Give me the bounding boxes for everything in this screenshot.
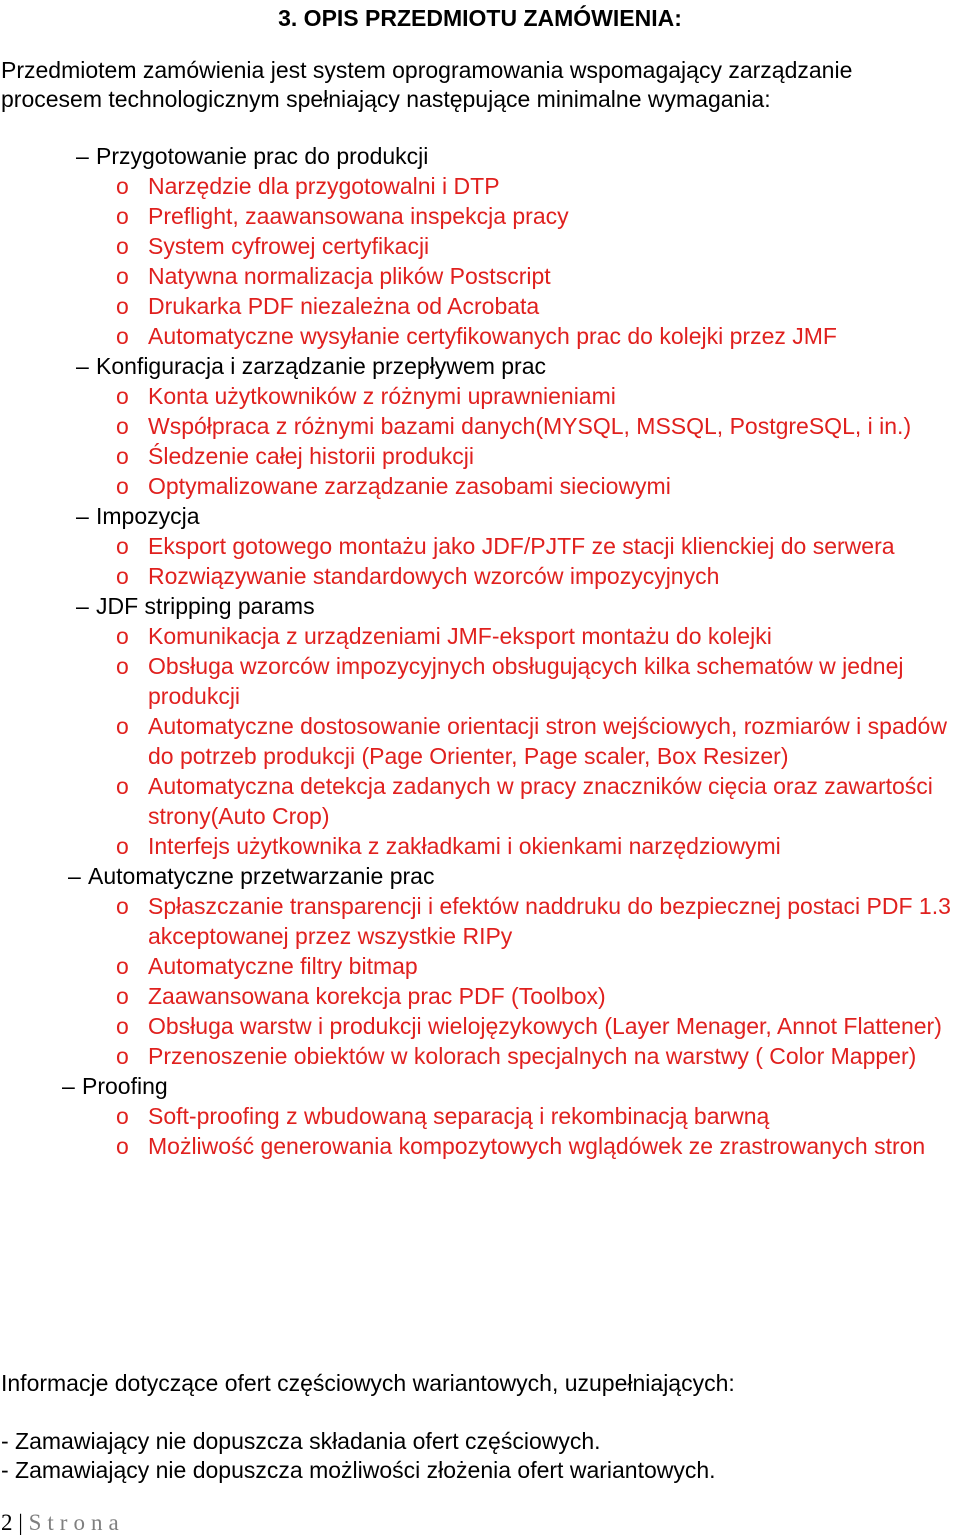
bullet-marker: o bbox=[116, 653, 129, 679]
bullet-marker: o bbox=[116, 383, 129, 409]
list-item bbox=[0, 231, 960, 261]
bullet-marker: o bbox=[116, 893, 129, 919]
list-item bbox=[0, 891, 960, 951]
bullet-marker: o bbox=[116, 773, 129, 799]
bullet-marker: o bbox=[116, 713, 129, 739]
list-item-text: Obsługa wzorców impozycyjnych obsługujących kilka schematów w jednej produkcji bbox=[148, 653, 904, 709]
list-item-text: Natywna normalizacja plików Postscript bbox=[148, 263, 551, 289]
info-heading: Informacje dotyczące ofert częściowych wariantowych, uzupełniających: bbox=[1, 1370, 735, 1396]
list-item-text: System cyfrowej certyfikacji bbox=[148, 233, 430, 259]
list-item-text: Automatyczne dostosowanie orientacji stron wejściowych, rozmiarów i spadów do potrzeb produkcji (Page Orienter, Page scaler, Box Resizer) bbox=[148, 713, 947, 769]
bullet-marker: o bbox=[116, 533, 129, 559]
footer-separator: | bbox=[18, 1510, 23, 1535]
bullet-marker: o bbox=[116, 263, 129, 289]
list-item bbox=[0, 471, 960, 501]
list-item-text: Konta użytkowników z różnymi uprawnieniami bbox=[148, 383, 616, 409]
list-item-text: Automatyczne wysyłanie certyfikowanych prac do kolejki przez JMF bbox=[148, 323, 837, 349]
page-footer bbox=[1, 1508, 125, 1538]
list-item bbox=[0, 1131, 960, 1161]
list-item-text: Rozwiązywanie standardowych wzorców impozycyjnych bbox=[148, 563, 720, 589]
list-item-text: Automatyczne filtry bitmap bbox=[148, 953, 418, 979]
info-line: - Zamawiający nie dopuszcza możliwości złożenia ofert wariantowych. bbox=[1, 1457, 716, 1483]
list-item-text: Zaawansowana korekcja prac PDF (Toolbox) bbox=[148, 983, 606, 1009]
list-item bbox=[0, 201, 960, 231]
list-item bbox=[0, 321, 960, 351]
section-heading bbox=[0, 501, 960, 531]
section-items bbox=[0, 1101, 960, 1161]
list-item bbox=[0, 441, 960, 471]
list-item-text: Eksport gotowego montażu jako JDF/PJTF ze stacji klienckiej do serwera bbox=[148, 533, 895, 559]
bullet-marker: o bbox=[116, 623, 129, 649]
bullet-marker: o bbox=[116, 983, 129, 1009]
list-item bbox=[0, 531, 960, 561]
dash-marker: – bbox=[76, 503, 89, 529]
list-item-text: Narzędzie dla przygotowalni i DTP bbox=[148, 173, 500, 199]
section-items bbox=[0, 381, 960, 501]
list-item bbox=[0, 711, 960, 771]
dash-marker: – bbox=[76, 593, 89, 619]
list-item bbox=[0, 561, 960, 591]
bullet-marker: o bbox=[116, 323, 129, 349]
dash-marker: – bbox=[76, 143, 89, 169]
info-line: - Zamawiający nie dopuszcza składania ofert częściowych. bbox=[1, 1428, 601, 1454]
list-item-text: Automatyczna detekcja zadanych w pracy znaczników cięcia oraz zawartości strony(Auto Crop) bbox=[148, 773, 933, 829]
list-item bbox=[0, 621, 960, 651]
page-number: 2 bbox=[1, 1510, 13, 1535]
list-item bbox=[0, 171, 960, 201]
section-heading-text: Impozycja bbox=[96, 503, 200, 529]
list-item bbox=[0, 291, 960, 321]
list-item-text: Obsługa warstw i produkcji wielojęzykowych (Layer Menager, Annot Flattener) bbox=[148, 1013, 942, 1039]
section-heading bbox=[0, 1071, 960, 1101]
bullet-marker: o bbox=[116, 233, 129, 259]
bullet-marker: o bbox=[116, 1133, 129, 1159]
list-item bbox=[0, 1041, 960, 1071]
section-heading-text: Automatyczne przetwarzanie prac bbox=[88, 863, 435, 889]
dash-marker: – bbox=[68, 863, 81, 889]
section-heading-text: Proofing bbox=[82, 1073, 168, 1099]
bullet-marker: o bbox=[116, 833, 129, 859]
bullet-marker: o bbox=[116, 1103, 129, 1129]
section-items bbox=[0, 621, 960, 861]
list-item bbox=[0, 1011, 960, 1041]
bullet-marker: o bbox=[116, 443, 129, 469]
section-heading bbox=[0, 591, 960, 621]
list-item bbox=[0, 651, 960, 711]
section-items bbox=[0, 531, 960, 591]
bullet-marker: o bbox=[116, 173, 129, 199]
list-item-text: Możliwość generowania kompozytowych wglądówek ze zrastrowanych stron bbox=[148, 1133, 926, 1159]
dash-marker: – bbox=[76, 353, 89, 379]
section-heading bbox=[0, 141, 960, 171]
list-item-text: Spłaszczanie transparencji i efektów naddruku do bezpiecznej postaci PDF 1.3 akceptowanej przez wszystkie RIPy bbox=[148, 893, 951, 949]
bullet-marker: o bbox=[116, 563, 129, 589]
list-item-text: Optymalizowane zarządzanie zasobami sieciowymi bbox=[148, 473, 671, 499]
section-heading bbox=[0, 351, 960, 381]
bullet-marker: o bbox=[116, 1043, 129, 1069]
list-item bbox=[0, 381, 960, 411]
bullet-marker: o bbox=[116, 473, 129, 499]
list-item bbox=[0, 771, 960, 831]
bullet-marker: o bbox=[116, 203, 129, 229]
bullet-marker: o bbox=[116, 413, 129, 439]
section-items bbox=[0, 171, 960, 351]
list-item bbox=[0, 411, 960, 441]
list-item-text: Współpraca z różnymi bazami danych(MYSQL, MSSQL, PostgreSQL, i in.) bbox=[148, 413, 912, 439]
intro-paragraph: Przedmiotem zamówienia jest system oprogramowania wspomagający zarządzanie procesem technologicznym spełniający następujące minimalne wymagania: bbox=[1, 57, 853, 112]
section-heading-text: Przygotowanie prac do produkcji bbox=[96, 143, 429, 169]
list-item-text: Komunikacja z urządzeniami JMF-eksport montażu do kolejki bbox=[148, 623, 772, 649]
list-item-text: Śledzenie całej historii produkcji bbox=[148, 443, 474, 469]
bullet-marker: o bbox=[116, 953, 129, 979]
list-item bbox=[0, 981, 960, 1011]
section-heading-text: JDF stripping params bbox=[96, 593, 315, 619]
page-title: 3. OPIS PRZEDMIOTU ZAMÓWIENIA: bbox=[278, 5, 682, 31]
footer-label: Strona bbox=[28, 1510, 125, 1535]
list-item bbox=[0, 951, 960, 981]
list-item bbox=[0, 1101, 960, 1131]
list-item-text: Przenoszenie obiektów w kolorach specjalnych na warstwy ( Color Mapper) bbox=[148, 1043, 917, 1069]
list-item-text: Soft-proofing z wbudowaną separacją i rekombinacją barwną bbox=[148, 1103, 770, 1129]
list-item bbox=[0, 831, 960, 861]
list-item bbox=[0, 261, 960, 291]
section-items bbox=[0, 891, 960, 1071]
requirements-list bbox=[0, 141, 960, 1161]
dash-marker: – bbox=[62, 1073, 75, 1099]
list-item-text: Interfejs użytkownika z zakładkami i okienkami narzędziowymi bbox=[148, 833, 781, 859]
section-heading-text: Konfiguracja i zarządzanie przepływem prac bbox=[96, 353, 546, 379]
bullet-marker: o bbox=[116, 293, 129, 319]
bullet-marker: o bbox=[116, 1013, 129, 1039]
section-heading bbox=[0, 861, 960, 891]
list-item-text: Drukarka PDF niezależna od Acrobata bbox=[148, 293, 540, 319]
list-item-text: Preflight, zaawansowana inspekcja pracy bbox=[148, 203, 569, 229]
